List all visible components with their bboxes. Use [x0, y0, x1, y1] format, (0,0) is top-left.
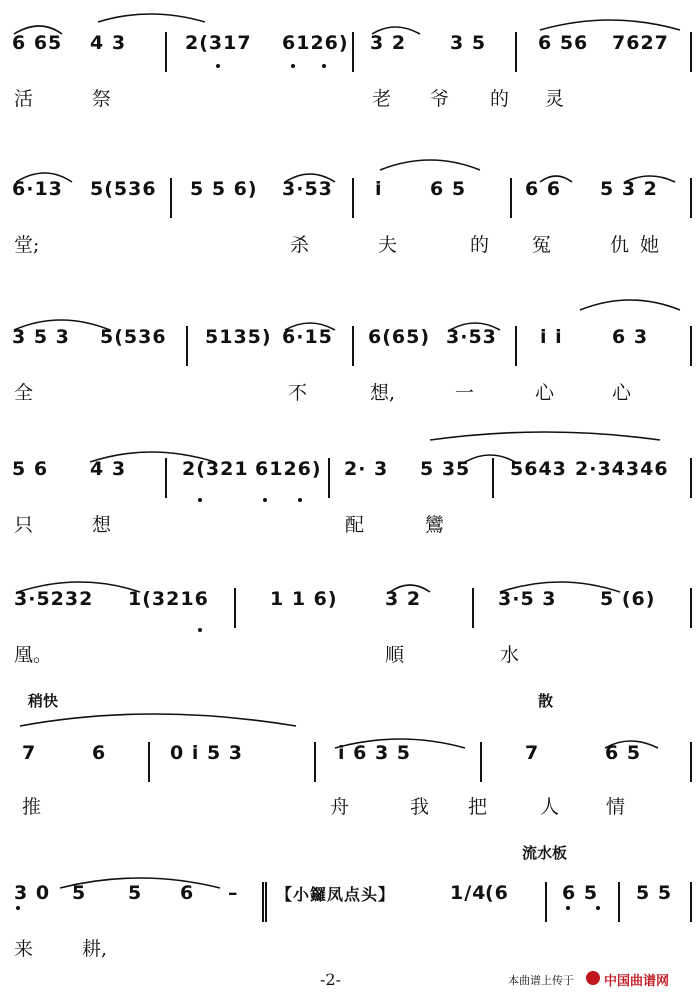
lyric: 活: [14, 88, 34, 110]
bar-line: [690, 458, 692, 498]
note-group: 2·34346: [575, 458, 669, 480]
note-group: i 6 3 5: [338, 742, 412, 764]
bar-line: [314, 742, 316, 782]
note-group: 6·13: [12, 178, 63, 200]
lyric: 的: [490, 88, 510, 110]
note-group: 5643: [510, 458, 567, 480]
bar-line: [690, 588, 692, 628]
double-bar-line: [262, 882, 267, 922]
lyric: 想: [92, 514, 112, 536]
note-group: –: [228, 882, 239, 904]
note-group: 6 65: [12, 32, 63, 54]
bar-line: [352, 32, 354, 72]
lyric: 不: [288, 382, 308, 404]
note-group: 1(3216: [128, 588, 209, 610]
lyric: 一: [455, 382, 475, 404]
note-group: 7627: [612, 32, 669, 54]
lyric: 情: [606, 796, 626, 818]
note-group: 6 6: [525, 178, 562, 200]
note-group: 7: [22, 742, 37, 764]
logo-text: 中国曲谱网: [604, 974, 670, 989]
lyric: 堂;: [14, 234, 40, 256]
note-group: 5: [72, 882, 87, 904]
lyric: 她: [640, 234, 660, 256]
bar-line: [186, 326, 188, 366]
note-group: 6: [180, 882, 195, 904]
note-group: 6: [92, 742, 107, 764]
note-group: 5 35: [420, 458, 471, 480]
note-group: 3 0: [14, 882, 51, 904]
note-group: (6: [485, 882, 509, 904]
note-group: i i: [540, 326, 563, 348]
note-group: 0 i 5 3: [170, 742, 244, 764]
lyric: 把: [468, 796, 488, 818]
note-group: 3 2: [385, 588, 422, 610]
bar-line: [165, 458, 167, 498]
note-group: 5 (6): [600, 588, 656, 610]
note-group: 6 3: [612, 326, 649, 348]
lyric: 我: [410, 796, 430, 818]
logo-icon: [586, 971, 600, 985]
note-group: 6 5: [562, 882, 599, 904]
note-group: 6 5: [430, 178, 467, 200]
lyric: 只: [14, 514, 34, 536]
lyric: 夫: [378, 234, 398, 256]
lyric: 鸞: [425, 514, 445, 536]
bar-line: [690, 882, 692, 922]
note-group: 5 3 2: [600, 178, 658, 200]
bar-line: [480, 742, 482, 782]
lyric: 凰。: [14, 644, 53, 666]
lyric: 仇: [610, 234, 630, 256]
note-group: 6(65): [368, 326, 431, 348]
lyric: 冤: [532, 234, 552, 256]
tempo-marking: 散: [538, 692, 554, 710]
lyric: 心: [535, 382, 555, 404]
lyric: 耕,: [82, 938, 108, 960]
note-group: 1 1 6): [270, 588, 338, 610]
bar-line: [472, 588, 474, 628]
lyric: 祭: [92, 88, 112, 110]
bar-line: [690, 32, 692, 72]
bar-line: [352, 178, 354, 218]
bar-line: [515, 32, 517, 72]
bar-line: [328, 458, 330, 498]
bar-line: [352, 326, 354, 366]
bar-line: [234, 588, 236, 628]
bar-line: [510, 178, 512, 218]
lyric: 推: [22, 796, 42, 818]
bar-line: [545, 882, 547, 922]
note-group: 2(317: [185, 32, 252, 54]
lyric: 心: [612, 382, 632, 404]
note-group: 3 2: [370, 32, 407, 54]
upload-credit: 本曲谱上传于: [508, 974, 574, 987]
note-group: 4 3: [90, 32, 127, 54]
note-group: 6126): [255, 458, 322, 480]
note-group: 5(536: [100, 326, 167, 348]
tempo-marking: 稍快: [28, 692, 59, 710]
lyric: 舟: [330, 796, 350, 818]
note-group: 5 5 6): [190, 178, 258, 200]
lyric: 想,: [370, 382, 396, 404]
bar-line: [690, 742, 692, 782]
lyric: 来: [14, 938, 34, 960]
tempo-marking: 流水板: [522, 844, 568, 862]
bar-line: [148, 742, 150, 782]
note-group: 3·5232: [14, 588, 94, 610]
lyric: 水: [500, 644, 520, 666]
lyric: 灵: [545, 88, 565, 110]
bar-line: [492, 458, 494, 498]
note-group: 6 56: [538, 32, 589, 54]
note-group: 5135): [205, 326, 272, 348]
lyric: 爷: [430, 88, 450, 110]
note-group: 6 5: [605, 742, 642, 764]
section-label: 【小鑼凤点头】: [276, 885, 396, 904]
note-group: 5 5: [636, 882, 673, 904]
note-group: 2· 3: [344, 458, 389, 480]
lyric: 全: [14, 382, 34, 404]
lyric: 順: [385, 644, 405, 666]
note-group: i: [375, 178, 383, 200]
bar-line: [170, 178, 172, 218]
time-signature: 1/4: [450, 882, 487, 904]
lyric: 杀: [290, 234, 310, 256]
bar-line: [165, 32, 167, 72]
lyric: 老: [372, 88, 392, 110]
note-group: 3·5 3: [498, 588, 557, 610]
note-group: 7: [525, 742, 540, 764]
lyric: 配: [345, 514, 365, 536]
note-group: 5 6: [12, 458, 49, 480]
page-number: -2-: [320, 970, 341, 989]
note-group: 3 5 3: [12, 326, 70, 348]
bar-line: [515, 326, 517, 366]
note-group: 4 3: [90, 458, 127, 480]
note-group: 6126): [282, 32, 349, 54]
bar-line: [618, 882, 620, 922]
note-group: 5(536: [90, 178, 157, 200]
note-group: 3·53: [282, 178, 333, 200]
note-group: 5: [128, 882, 143, 904]
note-group: 3 5: [450, 32, 487, 54]
note-group: 3·53: [446, 326, 497, 348]
lyric: 的: [470, 234, 490, 256]
note-group: 6·15: [282, 326, 333, 348]
bar-line: [690, 326, 692, 366]
bar-line: [690, 178, 692, 218]
lyric: 人: [540, 796, 560, 818]
site-logo: [586, 968, 694, 990]
note-group: 2(321: [182, 458, 249, 480]
